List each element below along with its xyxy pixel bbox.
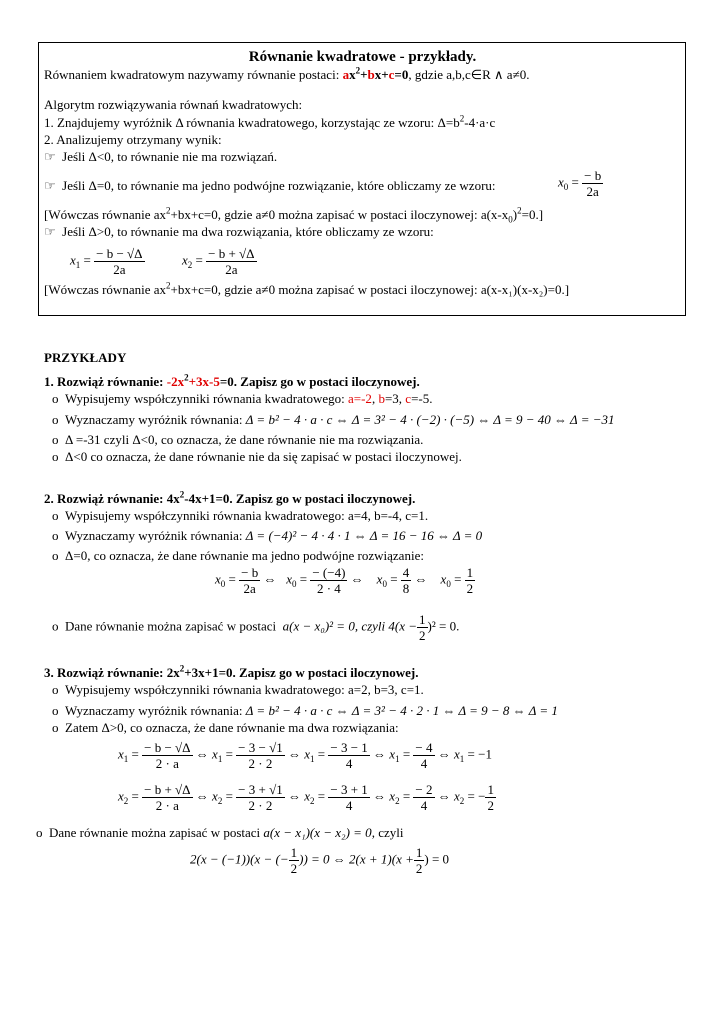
t: b [378, 391, 385, 406]
fraction-num: − b − √Δ [96, 246, 143, 261]
t: Wyznaczamy wyróżnik równania: [65, 412, 246, 427]
case-zero-text: Jeśli Δ=0, to równanie ma jedno podwójne rozwiązanie, które obliczamy ze wzoru: [62, 178, 496, 193]
fraction [142, 782, 192, 813]
x2-symbol: x [182, 252, 188, 268]
t: 2(x − (−1))(x − (− [190, 851, 289, 867]
t: +bx+c=0, gdzie a≠0 można zapisać w postaci iloczynowej: a(x-x₁)(x-x₂)=0.] [170, 282, 570, 297]
fraction-den: 4 [420, 756, 428, 771]
def-eq0: =0 [394, 67, 409, 82]
fraction-den: 2 [487, 798, 494, 813]
pointing-hand-icon: ☞ [44, 224, 56, 239]
t: 3. Rozwiąż równanie: 2x [44, 665, 180, 680]
fraction-den: 2 · a [155, 798, 179, 813]
then-zero [44, 205, 544, 225]
fraction-num: − 3 + 1 [330, 782, 368, 797]
examples-heading: PRZYKŁADY [44, 350, 127, 365]
fraction [206, 246, 256, 277]
fraction-num: − b + √Δ [208, 246, 255, 261]
fraction-den: 4 [345, 756, 353, 771]
then-positive [44, 282, 569, 297]
fraction-num: 1 [466, 565, 474, 580]
t: +bx+c=0, gdzie a≠0 można zapisać w postaci iloczynowej: a(x-x [170, 207, 509, 222]
fraction [485, 782, 496, 813]
t: 0 [508, 214, 513, 225]
fraction-num: − 3 − 1 [330, 740, 368, 755]
t: Wypisujemy współczynniki równania kwadratowego: a=2, b=3, c=1. [65, 682, 424, 697]
fraction [413, 740, 434, 771]
fraction [401, 565, 412, 596]
fraction-num: − 3 − √1 [238, 740, 283, 755]
t: [Wówczas równanie ax [44, 207, 166, 222]
fraction-num: − 4 [415, 740, 433, 755]
x2-sub: 2 [187, 260, 193, 271]
fraction-den: 2 · 2 [248, 756, 273, 771]
t: Δ=0, co oznacza, że dane równanie ma jedno podwójne rozwiązanie: [65, 548, 424, 563]
definition-line [44, 67, 529, 82]
t: )) = 0 ⇔ 2(x + 1)(x + [299, 851, 414, 867]
t: a=-2 [348, 391, 372, 406]
fraction-den: 2 · 4 [316, 581, 341, 596]
example-3-x1: $x_1$ = $\frac{- b - √\Delta}{2 \cdot a}$ ⇔ $x_1$ = $\frac{- 3 - √1}{2 \cdot 2}$ ⇔ $x_1$ = $\frac{- 3 - 1}{4}$ ⇔ $x_1$ = $\frac{- 4}{4}$ ⇔ $x_1 = -1$ [118, 740, 492, 771]
t: ) [512, 207, 518, 222]
fraction [328, 782, 369, 813]
fraction [239, 565, 260, 596]
example-3-x2: $x_2$ = $\frac{- b + √\Delta}{2 \cdot a}$ ⇔ $x_2$ = $\frac{- 3 + √1}{2 \cdot 2}$ ⇔ $x_2$ = $\frac{- 3 + 1}{4}$ ⇔ $x_2$ = $\frac{- 2}{4}$ ⇔ $x_2$ = − $\frac{1}{2}$ [118, 782, 494, 813]
t: , [371, 391, 379, 406]
t: 2 [166, 280, 171, 291]
t: =-5. [411, 391, 433, 406]
t: Wyznaczamy wyróżnik równania: [65, 528, 246, 543]
fraction-num: − 2 [415, 782, 433, 797]
minus: − [478, 788, 486, 804]
x0-symbol: x [558, 174, 564, 190]
t: 2 [184, 372, 189, 383]
def-sup: 2 [355, 65, 361, 76]
t: a(x − x₁)(x − x₂) = 0 [263, 825, 372, 840]
t: 1. Rozwiąż równanie: [44, 374, 167, 389]
t: Δ =-31 czyli Δ<0, co oznacza, że dane równanie nie ma rozwiązania. [65, 432, 424, 447]
fraction [414, 845, 425, 876]
case-positive [44, 224, 434, 239]
fraction-den: 2a [586, 184, 599, 199]
t: Wypisujemy współczynniki równania kwadratowego: [65, 391, 348, 406]
t: )² = 0. [427, 618, 460, 634]
t: Dane równanie można zapisać w postaci [65, 618, 280, 634]
fraction-den: 2 · a [155, 756, 179, 771]
def-post: , gdzie a,b,c∈R ∧ a≠0. [408, 67, 530, 82]
example-2-coefficients: o Wypisujemy współczynniki równania kwadratowego: a=4, b=-4, c=1. [52, 508, 429, 523]
t: [Wówczas równanie ax [44, 282, 166, 297]
example-1-title [44, 374, 420, 389]
case-zero [44, 178, 496, 193]
fraction [417, 612, 428, 643]
t: Dane równanie można zapisać w postaci [49, 825, 264, 840]
fraction [94, 246, 144, 277]
case-negative-text: Jeśli Δ<0, to równanie nie ma rozwiązań. [62, 149, 278, 164]
def-c: c [388, 67, 395, 82]
t: +3x [188, 374, 210, 389]
t: , czyli [371, 825, 404, 840]
formula-x0 [558, 168, 603, 199]
fraction-num: 1 [415, 845, 423, 860]
def-plus: + [360, 67, 368, 82]
def-b: b [367, 67, 375, 82]
def-text: Równaniem kwadratowym nazywamy równanie postaci: [44, 67, 343, 82]
def-a: a [342, 67, 350, 82]
case-negative [44, 149, 277, 164]
fraction-num: 1 [419, 612, 426, 627]
example-2-note: o Δ=0, co oznacza, że dane równanie ma jedno podwójne rozwiązanie: [52, 548, 424, 563]
example-3-title [44, 665, 418, 680]
t: 2 [166, 205, 171, 216]
def-x-plus: x+ [374, 67, 389, 82]
t: 2. Rozwiąż równanie: 4x [44, 491, 180, 506]
t: -5 [209, 374, 220, 389]
page-title: Równanie kwadratowe - przykłady. [248, 49, 477, 65]
fraction-den: 4 [420, 798, 428, 813]
fraction-den: 2a [243, 581, 256, 596]
fraction-den: 2 · 2 [248, 798, 273, 813]
example-2-delta: o Wyznaczamy wyróżnik równania: Δ = (−4)² − 4 · 4 · 1 ⇔ Δ = 16 − 16 ⇔ Δ = 0 [52, 528, 483, 543]
fraction-den: 2 [415, 861, 423, 876]
fraction-num: 4 [402, 565, 410, 580]
t: =0.] [521, 207, 544, 222]
fraction [328, 740, 369, 771]
example-1-note-2: o Δ<0 co oznacza, że dane równanie nie da się zapisać w postaci iloczynowej. [52, 449, 462, 464]
eq-sign: = [571, 174, 579, 190]
fraction-num: − b + √Δ [144, 782, 191, 797]
algorithm-heading: Algorytm rozwiązywania równań kwadratowych: [44, 97, 303, 112]
example-1-coefficients: o Wypisujemy współczynniki równania kwadratowego: a=-2, b=3, c=-5. [52, 391, 433, 406]
fraction-den: 2a [225, 262, 238, 277]
iff-symbol: ⇔ [263, 571, 277, 587]
eq-sign: = [195, 252, 203, 268]
t: -2x [166, 374, 185, 389]
fraction-den: 4 [345, 798, 353, 813]
t: c [405, 391, 412, 406]
fraction-den: 2 [466, 581, 474, 596]
example-3-final [190, 845, 449, 876]
step-2: 2. Analizujemy otrzymany wynik: [44, 132, 222, 147]
step-1-text: 1. Znajdujemy wyróżnik Δ równania kwadratowego, korzystając ze wzoru: Δ=b [44, 115, 460, 130]
delta-equation: Δ = (−4)² − 4 · 4 · 1 ⇔ Δ = 16 − 16 ⇔ Δ = 0 [245, 528, 483, 543]
fraction [236, 740, 285, 771]
t: Wyznaczamy wyróżnik równania: [65, 703, 246, 718]
fraction-num: − b [241, 565, 259, 580]
fraction-num: 1 [290, 845, 298, 860]
fraction-num: 1 [487, 782, 494, 797]
t: 2 [179, 663, 185, 674]
fraction [582, 168, 603, 199]
t: Wypisujemy współczynniki równania kwadratowego: a=4, b=-4, c=1. [65, 508, 429, 523]
fraction-den: 2a [113, 262, 126, 277]
fraction-num: − (−4) [312, 565, 346, 580]
t: Δ<0 co oznacza, że dane równanie nie da się zapisać w postaci iloczynowej. [65, 449, 462, 464]
def-x: x [349, 67, 356, 82]
fraction [289, 845, 300, 876]
case-positive-text: Jeśli Δ>0, to równanie ma dwa rozwiązania, które obliczamy ze wzoru: [62, 224, 434, 239]
fraction-num: − b [584, 168, 602, 183]
fraction-num: − 3 + √1 [238, 782, 283, 797]
pointing-hand-icon: ☞ [44, 178, 56, 193]
example-3-coefficients: o Wypisujemy współczynniki równania kwadratowego: a=2, b=3, c=1. [52, 682, 424, 697]
pointing-hand-icon: ☞ [44, 149, 56, 164]
formula-x2 [182, 246, 257, 277]
t: 2 [517, 205, 522, 216]
t: 2 [179, 489, 185, 500]
fraction-den: 8 [402, 581, 410, 596]
fraction-num: − b − √Δ [144, 740, 191, 755]
t: ) = 0 [424, 851, 450, 867]
x1-result: −1 [478, 746, 492, 762]
t: =0. Zapisz go w postaci iloczynowej. [219, 374, 420, 389]
fraction [310, 565, 347, 596]
example-2-product: o Dane równanie można zapisać w postaci a(x − x₀)² = 0, czyli 4(x − $\frac{1}{2}$ )² = 0. [52, 612, 460, 643]
eq-sign: = [83, 252, 91, 268]
delta-equation: Δ = b² − 4 · a · c ⇔ Δ = 3² − 4 · (−2) · (−5) ⇔ Δ = 9 − 40 ⇔ Δ = −31 [245, 412, 615, 427]
fraction-den: 2 [419, 628, 426, 643]
fraction [413, 782, 434, 813]
iff-symbol: ⇔ [414, 571, 428, 587]
example-2-title [44, 491, 415, 506]
iff-symbol: ⇔ [350, 571, 364, 587]
fraction [142, 740, 192, 771]
t: -4x+1=0. Zapisz go w postaci iloczynowej. [184, 491, 416, 506]
t: =3, [384, 391, 406, 406]
t: a(x − x₀)² = 0, czyli 4(x − [282, 618, 418, 634]
example-3-product: o Dane równanie można zapisać w postaci a(x − x₁)(x − x₂) = 0, czyli [36, 825, 404, 840]
step-1-sup: 2 [459, 113, 465, 124]
example-3-note: o Zatem Δ>0, co oznacza, że dane równanie ma dwa rozwiązania: [52, 720, 399, 735]
x0-sub: 0 [563, 182, 569, 193]
formula-x1 [70, 246, 145, 277]
example-2-solution: $x_0$ = $\frac{- b}{2a}$ ⇔ $x_0$ = $\frac{- (-4)}{2 \cdot 4}$ ⇔ $x_0$ = $\frac{4}{8}$ ⇔ $x_0$ = $\frac{1}{2}$ [215, 565, 474, 596]
t: +3x+1=0. Zapisz go w postaci iloczynowej. [184, 665, 419, 680]
t: Zatem Δ>0, co oznacza, że dane równanie ma dwa rozwiązania: [65, 720, 399, 735]
step-1 [44, 115, 495, 130]
x1-sub: 1 [75, 260, 81, 271]
example-3-delta: o Wyznaczamy wyróżnik równania: Δ = b² − 4 · a · c ⇔ Δ = 3² − 4 · 2 · 1 ⇔ Δ = 9 − 8 ⇔ Δ = 1 [52, 703, 558, 718]
fraction [465, 565, 476, 596]
example-1-note-1: o Δ =-31 czyli Δ<0, co oznacza, że dane równanie nie ma rozwiązania. [52, 432, 424, 447]
fraction-den: 2 [290, 861, 298, 876]
example-1-delta: o Wyznaczamy wyróżnik równania: Δ = b² − 4 · a · c ⇔ Δ = 3² − 4 · (−2) · (−5) ⇔ Δ = 9 − 40 ⇔ Δ = −31 [52, 412, 615, 427]
x1-symbol: x [70, 252, 76, 268]
step-1-post: -4·a·c [464, 115, 496, 130]
delta-equation: Δ = b² − 4 · a · c ⇔ Δ = 3² − 4 · 2 · 1 ⇔ Δ = 9 − 8 ⇔ Δ = 1 [245, 703, 558, 718]
fraction [236, 782, 285, 813]
